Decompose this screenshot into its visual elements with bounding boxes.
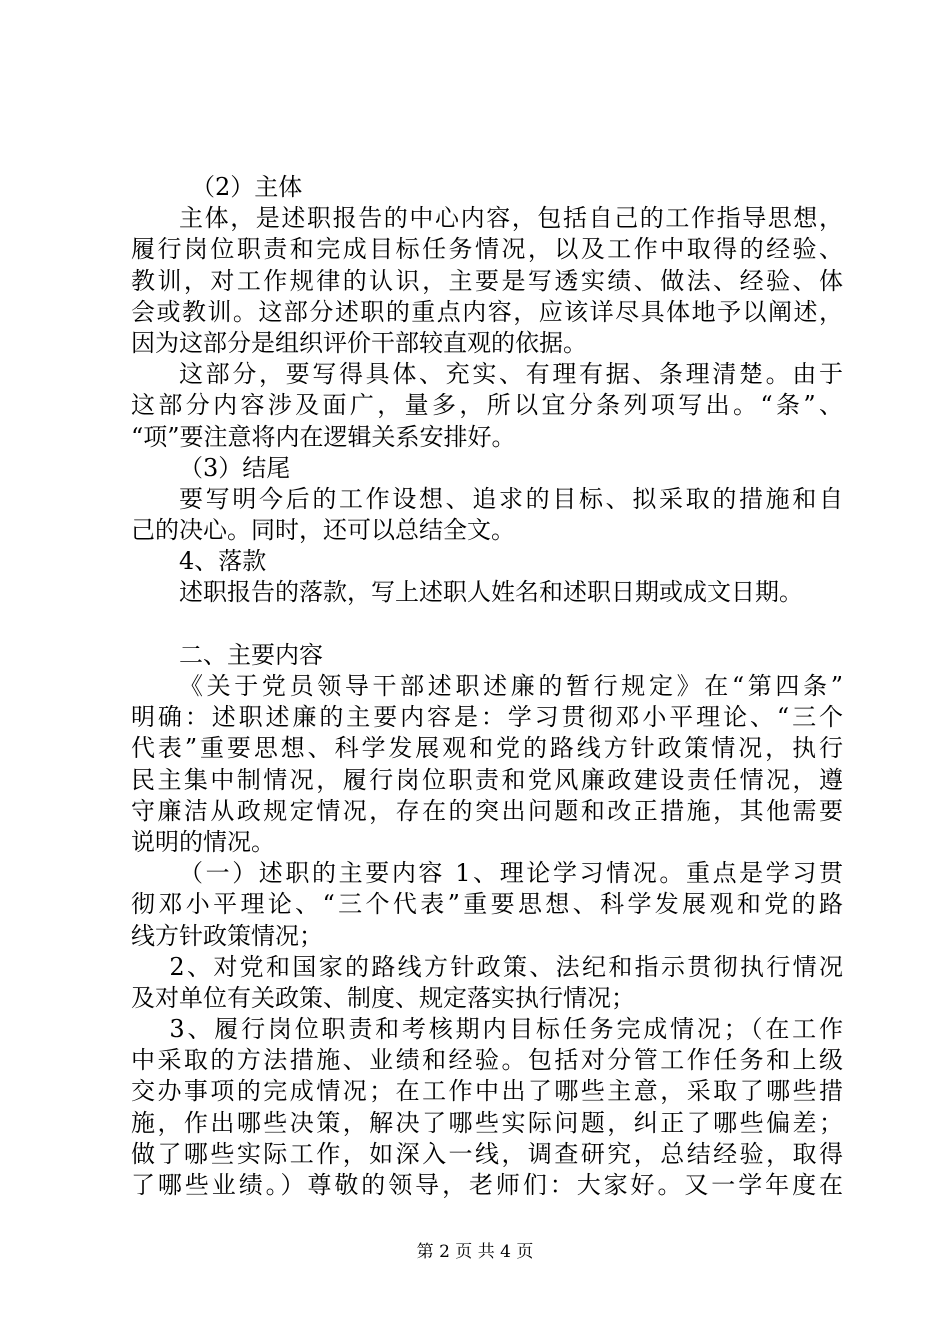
text-line: 这部分，要写得具体、充实、有理有据、条理清楚。由于 — [179, 360, 843, 389]
text-line: “项”要注意将内在逻辑关系安排好。 — [131, 422, 516, 451]
text-line: 这部分内容涉及面广，量多，所以宜分条列项写出。“条”、 — [131, 391, 843, 420]
text-line: 3、履行岗位职责和考核期内目标任务完成情况；（在工作 — [169, 1015, 843, 1044]
text-line: 二、主要内容 — [179, 640, 323, 669]
blank-line — [131, 609, 843, 640]
text-line: 主体，是述职报告的中心内容，包括自己的工作指导思想， — [179, 204, 843, 233]
document-body — [131, 172, 843, 1201]
text-line: 守廉洁从政规定情况，存在的突出问题和改正措施，其他需要 — [131, 796, 843, 825]
text-line: 了哪些业绩。）尊敬的领导，老师们：大家好。又一学年度在 — [131, 1171, 843, 1199]
page-footer: 第 2 页 共 4 页 — [416, 1242, 534, 1262]
text-line: 说明的情况。 — [131, 827, 275, 856]
text-line: 4、落款 — [179, 547, 267, 576]
text-line: 民主集中制情况，履行岗位职责和党风廉政建设责任情况，遵 — [131, 765, 843, 794]
text-line: 述职报告的落款，写上述职人姓名和述职日期或成文日期。 — [179, 578, 803, 607]
text-line: 施，作出哪些决策，解决了哪些实际问题，纠正了哪些偏差； — [131, 1108, 843, 1137]
text-line: 履行岗位职责和完成目标任务情况，以及工作中取得的经验、 — [131, 235, 843, 264]
text-line: 交办事项的完成情况；在工作中出了哪些主意，采取了哪些措 — [131, 1077, 843, 1106]
text-line: 彻邓小平理论、“三个代表”重要思想、科学发展观和党的路 — [131, 890, 843, 919]
text-line: （一）述职的主要内容 1、理论学习情况。重点是学习贯 — [179, 859, 843, 888]
text-line: （2）主体 — [179, 173, 303, 201]
text-line: 教训，对工作规律的认识，主要是写透实绩、做法、经验、体 — [131, 266, 843, 295]
text-line: 要写明今后的工作设想、追求的目标、拟采取的措施和自 — [179, 484, 843, 513]
text-line: 明确：述职述廉的主要内容是：学习贯彻邓小平理论、“三个 — [131, 703, 843, 732]
text-line: 中采取的方法措施、业绩和经验。包括对分管工作任务和上级 — [131, 1046, 843, 1075]
text-line: 代表”重要思想、科学发展观和党的路线方针政策情况，执行 — [131, 734, 843, 763]
text-line: 2、对党和国家的路线方针政策、法纪和指示贯彻执行情况 — [169, 952, 843, 981]
text-line: 因为这部分是组织评价干部较直观的依据。 — [131, 328, 587, 357]
text-line: 会或教训。这部分述职的重点内容，应该详尽具体地予以阐述， — [131, 297, 843, 326]
text-line: 做了哪些实际工作，如深入一线，调查研究，总结经验，取得 — [131, 1139, 843, 1168]
text-line: （3）结尾 — [179, 453, 291, 482]
text-line: 《关于党员领导干部述职述廉的暂行规定》在“第四条” — [179, 672, 843, 700]
text-line: 线方针政策情况； — [131, 921, 323, 950]
text-line: 及对单位有关政策、制度、规定落实执行情况； — [131, 983, 635, 1012]
text-line: 己的决心。同时，还可以总结全文。 — [131, 516, 515, 545]
